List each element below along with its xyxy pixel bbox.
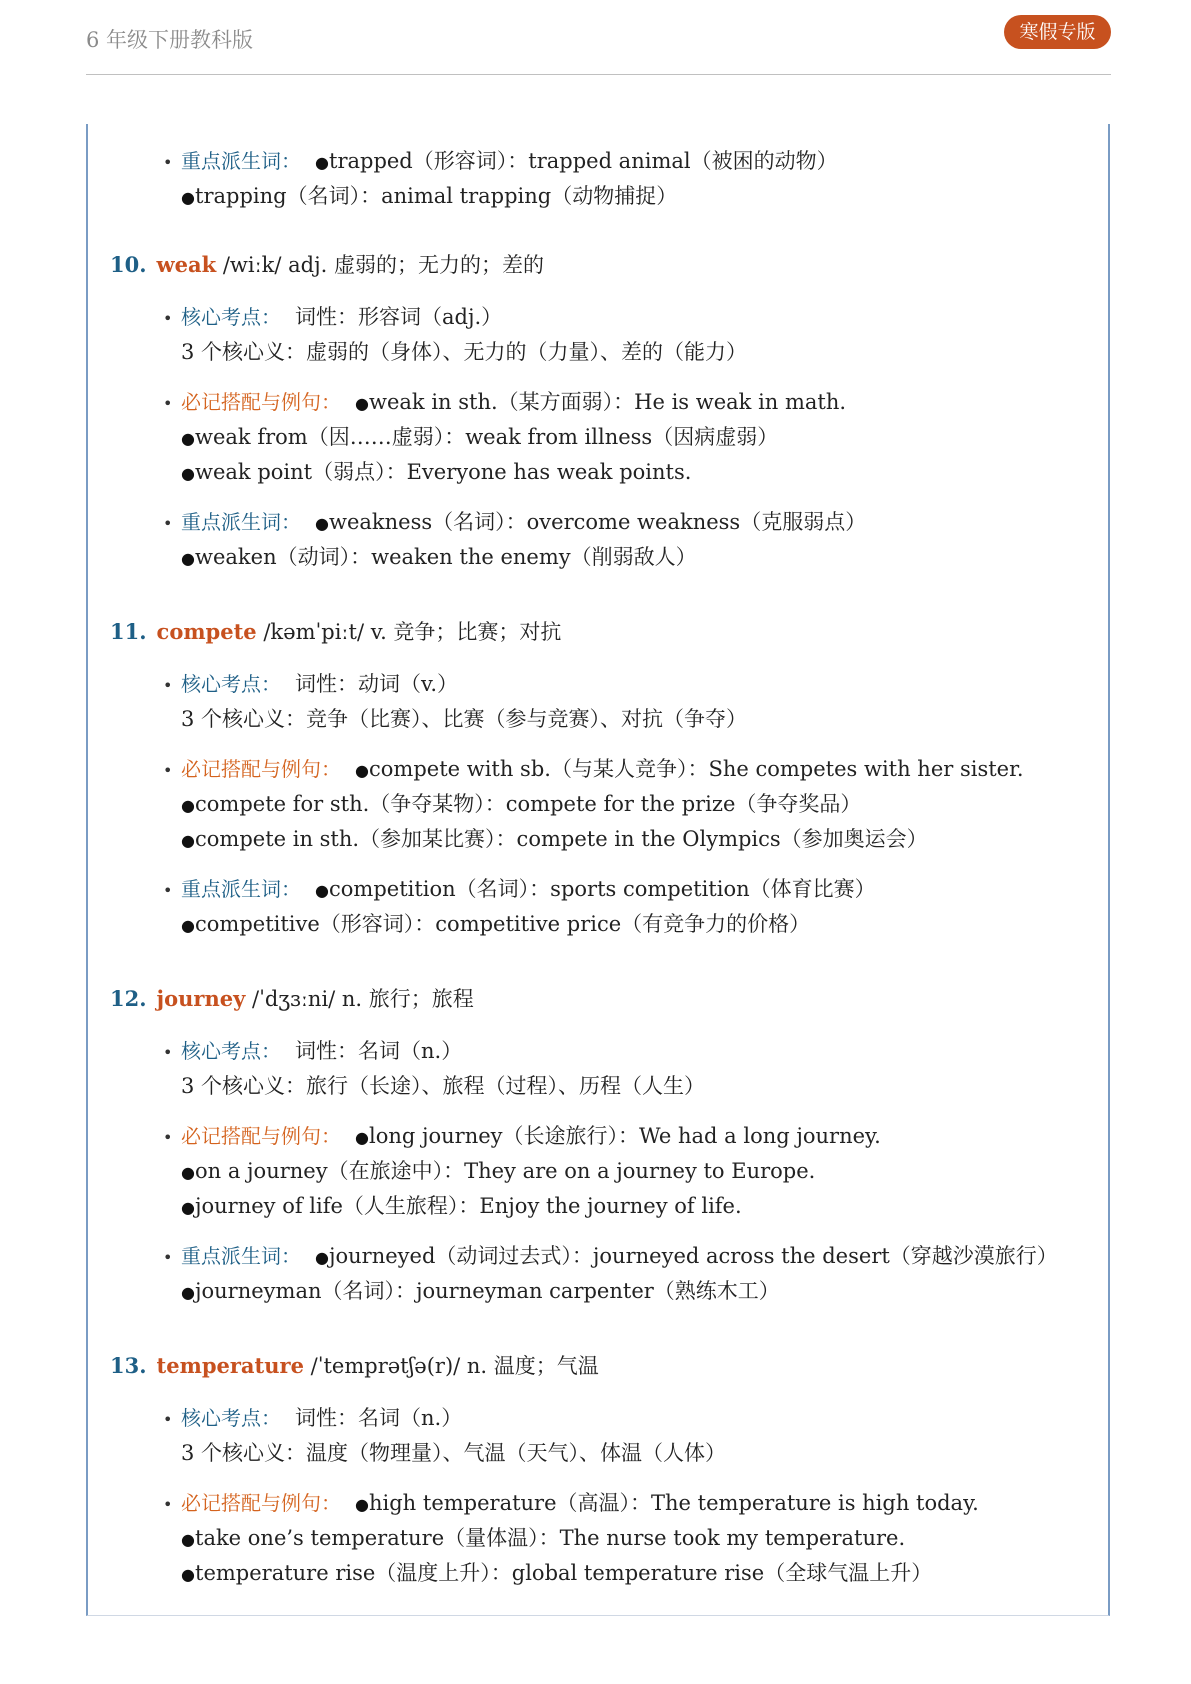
dot-icon: ● — [355, 1495, 369, 1514]
derivative-item: journeyed（动词过去式）：journeyed across the desert（穿越沙漠旅行） — [329, 1244, 1058, 1268]
collocation-item: journey of life（人生旅程）：Enjoy the journey of life. — [195, 1194, 742, 1218]
core-row — [163, 1037, 462, 1067]
collocation-item: compete in sth.（参加某比赛）：compete in the Olympics（参加奥运会） — [195, 827, 928, 851]
entry-number: 12. — [110, 986, 147, 1011]
dot-icon: ● — [181, 549, 195, 568]
derivatives-row — [163, 1242, 1058, 1272]
collocation-item: compete for sth.（争夺某物）：compete for the prize（争夺奖品） — [195, 792, 862, 816]
core-meaning: 3 个核心义：竞争（比赛）、比赛（参与竞赛）、对抗（争夺） — [181, 707, 748, 731]
derivatives-row — [181, 543, 697, 573]
collocation-row — [181, 458, 691, 488]
dot-icon: ● — [355, 761, 369, 780]
edition-badge: 寒假专版 — [1004, 15, 1111, 49]
entry-definition: /ˈtemprətʃə(r)/ n. 温度；气温 — [310, 1354, 599, 1378]
dot-icon: ● — [181, 429, 195, 448]
entry-number: 13. — [110, 1353, 147, 1378]
bullet-icon: • — [163, 1410, 173, 1429]
entry-definition: /kəmˈpiːt/ v. 竞争；比赛；对抗 — [263, 620, 562, 644]
entry-number: 11. — [110, 619, 147, 644]
collocation-row — [163, 755, 1024, 785]
core-pos: 词性：名词（n.） — [295, 1039, 463, 1063]
collocation-row — [181, 1559, 932, 1589]
dot-icon: ● — [315, 153, 329, 172]
core-label: 核心考点： — [181, 1406, 281, 1430]
bullet-icon: • — [163, 309, 173, 328]
derivatives-row — [163, 508, 866, 538]
dot-icon: ● — [181, 831, 195, 850]
bullet-icon: • — [163, 1495, 173, 1514]
collocation-label: 必记搭配与例句： — [181, 390, 341, 414]
collocation-row — [163, 388, 846, 418]
derivatives-row — [163, 147, 838, 177]
collocation-item: temperature rise（温度上升）：global temperature rise（全球气温上升） — [195, 1561, 933, 1585]
core-meaning: 3 个核心义：温度（物理量）、气温（天气）、体温（人体） — [181, 1441, 727, 1465]
derivatives-row — [163, 875, 876, 905]
core-label: 核心考点： — [181, 1039, 281, 1063]
bullet-icon: • — [163, 761, 173, 780]
core-pos: 词性：动词（v.） — [295, 672, 459, 696]
entry-definition: /wiːk/ adj. 虚弱的；无力的；差的 — [222, 253, 544, 277]
collocation-label: 必记搭配与例句： — [181, 1124, 341, 1148]
derivatives-label: 重点派生词： — [181, 877, 301, 901]
bullet-icon: • — [163, 394, 173, 413]
collocation-item: high temperature（高温）：The temperature is high today. — [369, 1491, 979, 1515]
collocation-row — [181, 1524, 905, 1554]
entry-word: weak — [156, 252, 217, 277]
dot-icon: ● — [315, 881, 329, 900]
collocation-row — [181, 825, 928, 855]
derivatives-row — [181, 1277, 780, 1307]
dot-icon: ● — [181, 464, 195, 483]
derivative-item: weaken（动词）：weaken the enemy（削弱敌人） — [195, 545, 697, 569]
collocation-row — [163, 1489, 979, 1519]
collocation-item: on a journey（在旅途中）：They are on a journey to Europe. — [195, 1159, 816, 1183]
derivative-item: trapped（形容词）：trapped animal（被困的动物） — [329, 149, 838, 173]
bullet-icon: • — [163, 1248, 173, 1267]
entry-heading — [110, 618, 561, 646]
bullet-icon: • — [163, 1128, 173, 1147]
dot-icon: ● — [181, 916, 195, 935]
derivatives-row — [181, 910, 810, 940]
dot-icon: ● — [181, 1530, 195, 1549]
collocation-item: long journey（长途旅行）：We had a long journey. — [369, 1124, 881, 1148]
entry-heading — [110, 251, 544, 279]
entry-definition: /ˈdʒɜːni/ n. 旅行；旅程 — [252, 987, 474, 1011]
core-meaning: 3 个核心义：虚弱的（身体）、无力的（力量）、差的（能力） — [181, 340, 748, 364]
derivatives-label: 重点派生词： — [181, 510, 301, 534]
derivatives-row — [181, 182, 677, 212]
dot-icon: ● — [181, 188, 195, 207]
entry-heading — [110, 1352, 599, 1380]
core-pos: 词性：名词（n.） — [295, 1406, 463, 1430]
collocation-item: weak point（弱点）：Everyone has weak points. — [195, 460, 692, 484]
core-meaning: 3 个核心义：旅行（长途）、旅程（过程）、历程（人生） — [181, 1074, 706, 1098]
collocation-item: take one’s temperature（量体温）：The nurse took my temperature. — [195, 1526, 906, 1550]
dot-icon: ● — [315, 514, 329, 533]
core-label: 核心考点： — [181, 305, 281, 329]
collocation-label: 必记搭配与例句： — [181, 1491, 341, 1515]
core-row — [163, 1404, 462, 1434]
derivative-item: trapping（名词）：animal trapping（动物捕捉） — [195, 184, 678, 208]
core-pos: 词性：形容词（adj.） — [295, 305, 503, 329]
collocation-row — [181, 1157, 815, 1187]
collocation-item: weak from（因……虚弱）：weak from illness（因病虚弱） — [195, 425, 779, 449]
entry-word: journey — [156, 986, 246, 1011]
bullet-icon: • — [163, 153, 173, 172]
collocation-item: compete with sb.（与某人竞争）：She competes with her sister. — [369, 757, 1024, 781]
core-row — [163, 670, 458, 700]
collocation-row — [181, 423, 778, 453]
collocation-row — [181, 790, 861, 820]
dot-icon: ● — [181, 1283, 195, 1302]
dot-icon: ● — [181, 1565, 195, 1584]
collocation-item: weak in sth.（某方面弱）：He is weak in math. — [369, 390, 847, 414]
collocation-row — [163, 1122, 881, 1152]
collocation-row — [181, 1192, 742, 1222]
entry-heading — [110, 985, 474, 1013]
derivative-item: competitive（形容词）：competitive price（有竞争力的价格） — [195, 912, 811, 936]
bullet-icon: • — [163, 514, 173, 533]
dot-icon: ● — [181, 796, 195, 815]
derivative-item: weakness（名词）：overcome weakness（克服弱点） — [329, 510, 867, 534]
dot-icon: ● — [355, 394, 369, 413]
dot-icon: ● — [315, 1248, 329, 1267]
derivatives-label: 重点派生词： — [181, 149, 301, 173]
derivatives-label: 重点派生词： — [181, 1244, 301, 1268]
entry-word: temperature — [156, 1353, 304, 1378]
dot-icon: ● — [181, 1198, 195, 1217]
dot-icon: ● — [355, 1128, 369, 1147]
derivative-item: competition（名词）：sports competition（体育比赛） — [329, 877, 876, 901]
header-divider — [86, 74, 1111, 75]
core-label: 核心考点： — [181, 672, 281, 696]
bullet-icon: • — [163, 881, 173, 900]
dot-icon: ● — [181, 1163, 195, 1182]
bullet-icon: • — [163, 676, 173, 695]
core-row — [163, 303, 502, 333]
entry-number: 10. — [110, 252, 147, 277]
collocation-label: 必记搭配与例句： — [181, 757, 341, 781]
entry-word: compete — [156, 619, 257, 644]
bullet-icon: • — [163, 1043, 173, 1062]
derivative-item: journeyman（名词）：journeyman carpenter（熟练木工） — [195, 1279, 780, 1303]
page-header-title: 6 年级下册教科版 — [86, 28, 254, 52]
